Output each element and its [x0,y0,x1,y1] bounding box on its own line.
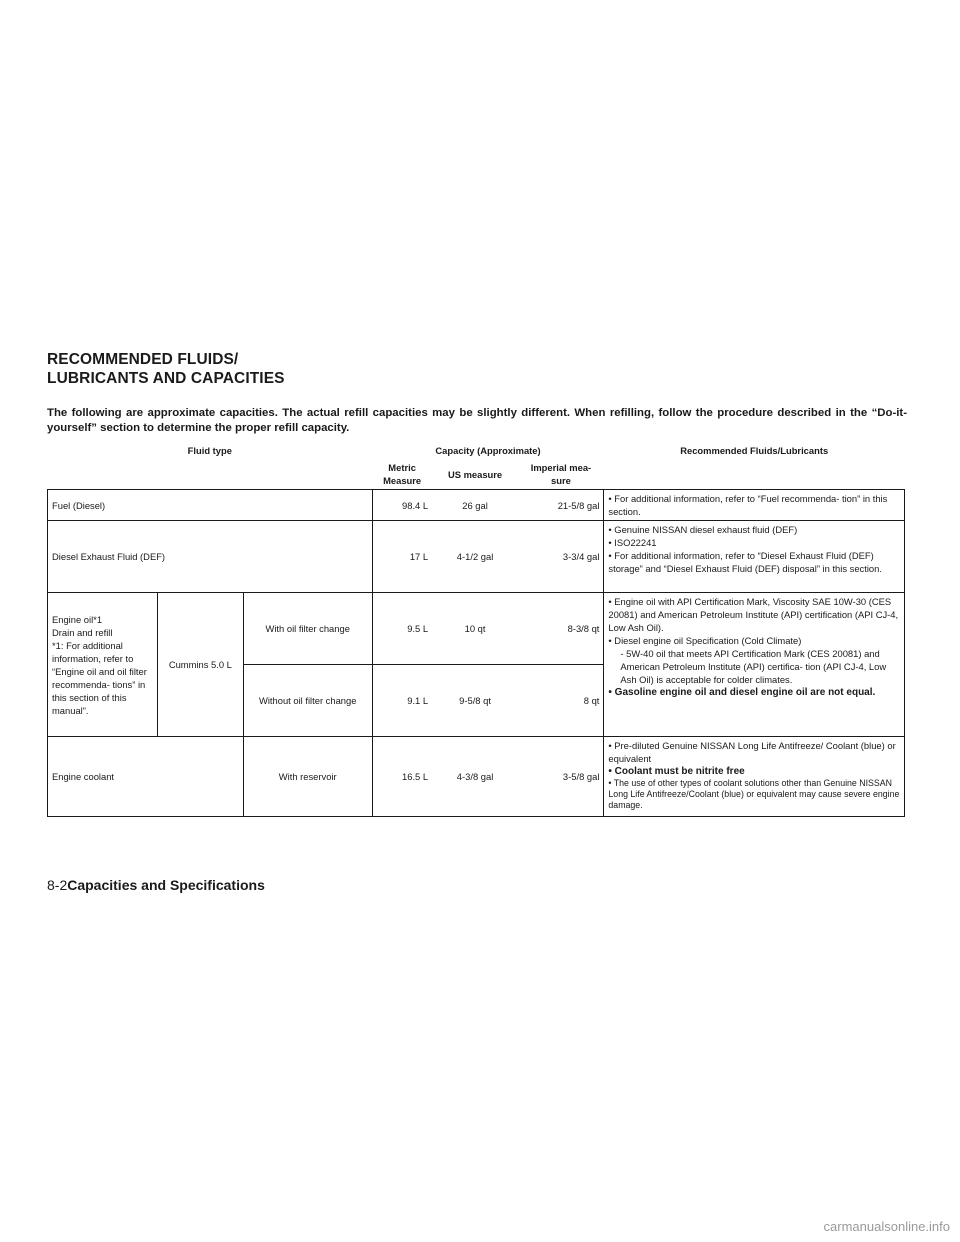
oil-with-filter-us: 10 qt [432,593,518,665]
page-footer [47,876,265,894]
coolant-variant: With reservoir [243,737,372,817]
oil-with-filter-metric: 9.5 L [372,593,432,665]
table-row [48,490,905,521]
oil-recommendation [604,593,905,737]
capacities-table [47,442,905,817]
table-row [48,737,905,817]
page-number: 8-2 [47,877,68,893]
header-capacity: Capacity (Approximate) [435,445,541,456]
coolant-rec-warning: • Coolant must be nitrite free [608,766,745,777]
fuel-metric: 98.4 L [372,490,432,521]
def-imperial: 3-3/4 gal [518,521,604,593]
coolant-recommendation [604,737,905,817]
oil-rec-line: - 5W-40 oil that meets API Certification Mark (CES 20081) and American Petroleum Institute (API) certifica- tion (API CJ-4, Low Ash Oil) is acceptable for colder climates. [620,648,887,685]
oil-rec-line: • Engine oil with API Certification Mark, Viscosity SAE 10W-30 (CES 20081) and American Petroleum Institute (API) certification (API CJ-4, Low Ash Oil). [608,596,899,633]
table-row [48,521,905,593]
oil-without-filter-metric: 9.1 L [372,665,432,737]
header-us: US measure [432,459,518,490]
def-recommendation [604,521,905,593]
fuel-recommendation [604,490,905,521]
coolant-rec-line: • Pre-diluted Genuine NISSAN Long Life Antifreeze/ Coolant (blue) or equivalent [608,740,896,764]
def-metric: 17 L [372,521,432,593]
oil-with-filter-label: With oil filter change [243,593,372,665]
oil-name-line: *1: For additional information, refer to “Engine oil and oil filter recommenda- tions” in this section of this manual”. [52,639,147,716]
section-heading-line1: RECOMMENDED FLUIDS/ [47,351,239,368]
coolant-name: Engine coolant [48,737,244,817]
fuel-us: 26 gal [432,490,518,521]
fuel-imperial: 21-5/8 gal [518,490,604,521]
fuel-rec-line: • For additional information, refer to “Fuel recommenda- tion” in this section. [608,493,888,517]
oil-name-line: Drain and refill [52,626,113,638]
section-heading [47,350,285,388]
chapter-title: Capacities and Specifications [67,877,265,893]
oil-rec-line: • Diesel engine oil Specification (Cold Climate) [608,635,802,646]
watermark: carmanualsonline.info [823,1219,950,1234]
oil-with-filter-imperial: 8-3/8 qt [518,593,604,665]
coolant-imperial: 3-5/8 gal [518,737,604,817]
oil-without-filter-label: Without oil filter change [243,665,372,737]
oil-engine: Cummins 5.0 L [157,593,243,737]
oil-without-filter-imperial: 8 qt [518,665,604,737]
intro-paragraph: The following are approximate capacities. The actual refill capacities may be slightly different. When refilling, follow the procedure described in the “Do-it-yourself” section to determine the proper refill capacity. [47,407,907,434]
section-heading-line2: LUBRICANTS AND CAPACITIES [47,370,285,387]
coolant-us: 4-3/8 gal [432,737,518,817]
oil-rec-warning: • Gasoline engine oil and diesel engine oil are not equal. [608,687,876,698]
header-recommended: Recommended Fluids/Lubricants [604,442,905,490]
header-imperial: Imperial mea- sure [518,459,604,490]
oil-without-filter-us: 9-5/8 qt [432,665,518,737]
coolant-rec-line: • The use of other types of coolant solutions other than Genuine NISSAN Long Life Antifreeze/Coolant (blue) or equivalent may cause severe engine damage. [608,778,900,810]
def-rec-line: • ISO22241 [608,537,657,548]
fuel-name: Fuel (Diesel) [48,490,373,521]
def-rec-line: • Genuine NISSAN diesel exhaust fluid (DEF) [608,524,798,535]
table-header-row [48,442,905,459]
oil-name [48,593,158,737]
table-row [48,593,905,665]
header-metric: Metric Measure [372,459,432,490]
oil-name-line: Engine oil*1 [52,613,103,625]
def-rec-line: • For additional information, refer to “Diesel Exhaust Fluid (DEF) storage” and “Diesel Exhaust Fluid (DEF) disposal” in this section. [608,550,882,574]
header-fluid-type: Fluid type [187,445,232,456]
coolant-metric: 16.5 L [372,737,432,817]
def-us: 4-1/2 gal [432,521,518,593]
def-name: Diesel Exhaust Fluid (DEF) [48,521,373,593]
